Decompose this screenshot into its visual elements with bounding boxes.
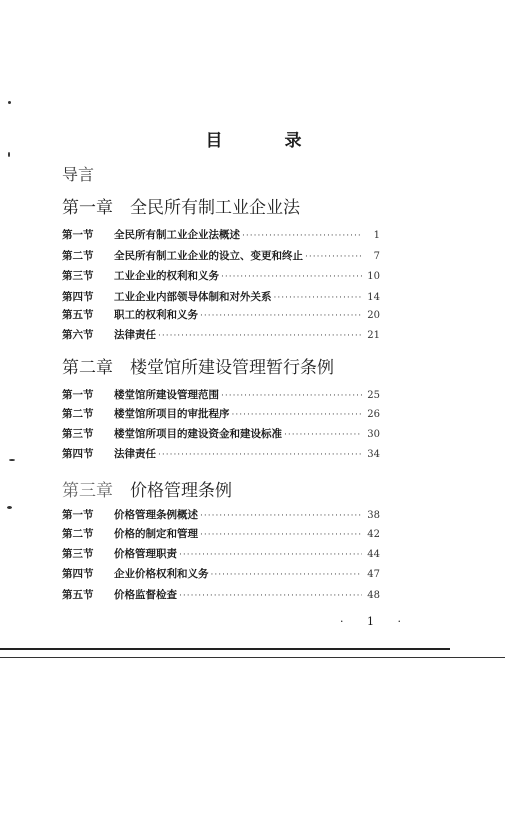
dot-leader (211, 570, 363, 580)
dot-leader (179, 550, 362, 560)
chapter-number: 第三章 (62, 481, 113, 501)
page-number: 1 (373, 230, 380, 241)
page-number: 26 (367, 409, 380, 420)
scan-speck (8, 101, 11, 104)
page-number: 20 (367, 310, 380, 321)
dot-leader (221, 391, 362, 401)
section-title: 楼堂馆所项目的审批程序 (114, 408, 230, 420)
section-title: 工业企业内部领导体制和对外关系 (114, 291, 272, 303)
section-title: 楼堂馆所项目的建设资金和建设标准 (114, 428, 282, 440)
toc-entry (62, 387, 380, 402)
dot-leader (242, 231, 362, 241)
toc-entry (62, 546, 380, 561)
section-number: 第三节 (62, 548, 94, 560)
section-number: 第三节 (62, 270, 94, 282)
page-number: 10 (367, 271, 380, 282)
section-title: 法律责任 (114, 448, 156, 460)
section-number: 第四节 (62, 291, 94, 303)
chapter-title: 全民所有制工业企业法 (130, 198, 300, 218)
scan-speck (8, 152, 10, 157)
toc-entry (62, 327, 380, 342)
page-folio: · 1 · (340, 615, 411, 628)
toc-entry (62, 289, 380, 304)
section-number: 第四节 (62, 448, 94, 460)
dot-leader (200, 530, 362, 540)
section-number: 第四节 (62, 568, 94, 580)
section-title: 法律责任 (114, 329, 156, 341)
dot-leader (200, 311, 362, 321)
section-title: 价格监督检查 (114, 589, 177, 601)
section-number: 第二节 (62, 408, 94, 420)
scan-speck (7, 506, 12, 509)
dot-leader (200, 511, 362, 521)
bottom-rule (0, 657, 505, 658)
section-title: 价格管理职责 (114, 548, 177, 560)
toc-entry (62, 507, 380, 522)
section-title: 企业价格权利和义务 (114, 568, 209, 580)
section-title: 全民所有制工业企业的设立、变更和终止 (114, 250, 303, 262)
section-title: 职工的权利和义务 (114, 309, 198, 321)
toc-entry (62, 587, 380, 602)
section-number: 第五节 (62, 309, 94, 321)
page-number: 44 (367, 549, 380, 560)
page-number: 34 (367, 449, 380, 460)
page-number: 14 (367, 292, 380, 303)
section-number: 第六节 (62, 329, 94, 341)
section-title: 价格的制定和管理 (114, 528, 198, 540)
chapter-number: 第一章 (62, 198, 113, 218)
chapter-heading (62, 476, 232, 501)
section-number: 第二节 (62, 528, 94, 540)
page-number: 21 (367, 330, 380, 341)
section-number: 第一节 (62, 229, 94, 241)
dot-leader (179, 591, 362, 601)
chapter-title: 价格管理条例 (130, 481, 232, 501)
page-number: 48 (367, 590, 380, 601)
dot-leader (305, 252, 362, 262)
section-number: 第五节 (62, 589, 94, 601)
section-number: 第一节 (62, 509, 94, 521)
dot-leader (221, 272, 362, 282)
toc-entry (62, 268, 380, 283)
dot-leader (158, 331, 362, 341)
page-number: 30 (367, 429, 380, 440)
section-title: 价格管理条例概述 (114, 509, 198, 521)
chapter-heading (62, 353, 334, 378)
dot-leader (158, 450, 362, 460)
page-number: 42 (367, 529, 380, 540)
dot-leader (232, 410, 363, 420)
toc-entry (62, 426, 380, 441)
section-number: 第三节 (62, 428, 94, 440)
chapter-heading (62, 193, 300, 218)
toc-entry (62, 526, 380, 541)
section-title: 楼堂馆所建设管理范围 (114, 389, 219, 401)
page-number: 7 (373, 251, 380, 262)
bottom-rule (0, 648, 450, 650)
toc-entry (62, 227, 380, 242)
toc-entry (62, 566, 380, 581)
toc-entry (62, 307, 380, 322)
chapter-title: 楼堂馆所建设管理暂行条例 (130, 358, 334, 378)
section-number: 第二节 (62, 250, 94, 262)
toc-entry (62, 406, 380, 421)
toc-entry (62, 248, 380, 263)
section-title: 全民所有制工业企业法概述 (114, 229, 240, 241)
dot-leader (284, 430, 362, 440)
page-number: 47 (367, 569, 380, 580)
page-number: 38 (367, 510, 380, 521)
section-title: 工业企业的权利和义务 (114, 270, 219, 282)
page-number: 25 (367, 390, 380, 401)
dot-leader (274, 293, 363, 303)
intro-heading: 导言 (62, 165, 95, 184)
scan-speck (9, 459, 15, 461)
chapter-number: 第二章 (62, 358, 113, 378)
toc-title: 目 录 (205, 131, 330, 151)
toc-entry (62, 446, 380, 461)
section-number: 第一节 (62, 389, 94, 401)
